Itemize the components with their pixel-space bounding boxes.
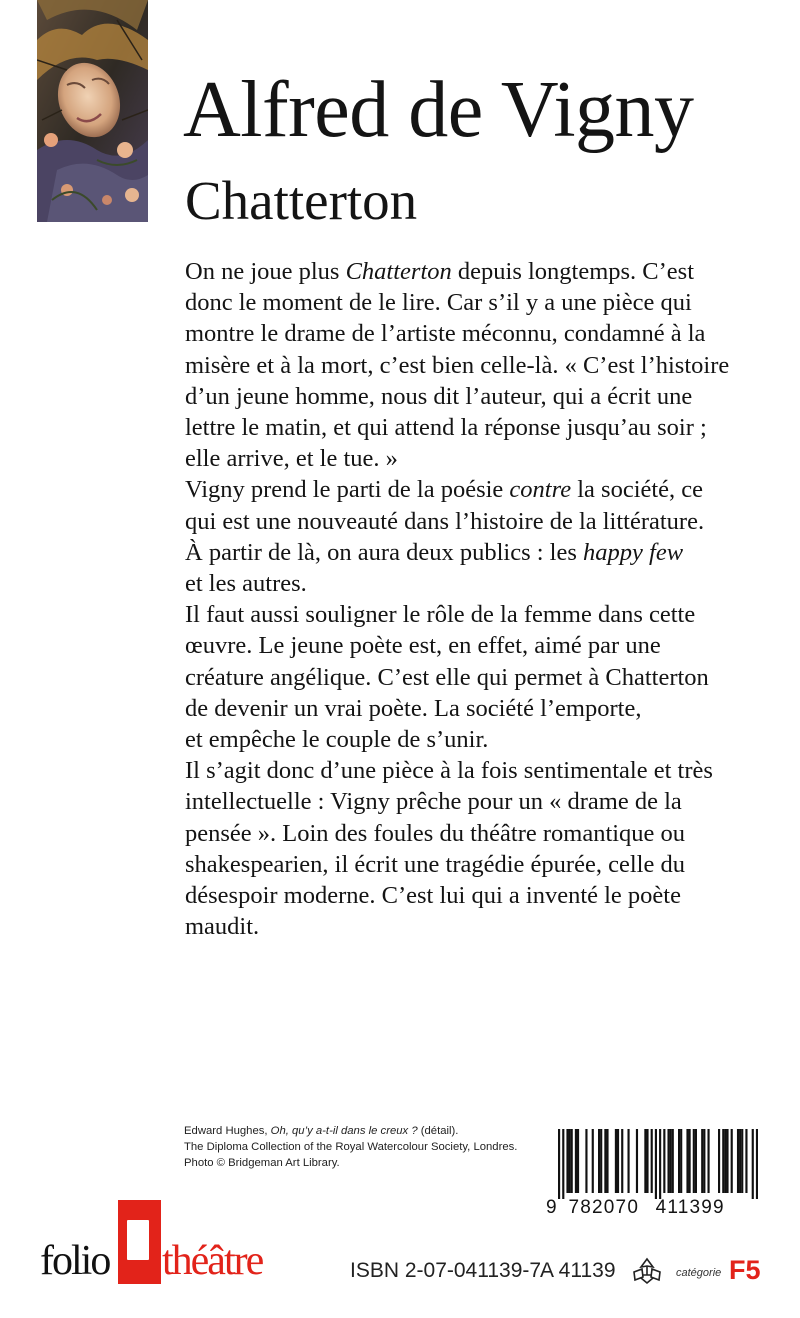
credit-text: The Diploma Collection of the Royal Watercolour Society, Londres. xyxy=(184,1141,518,1153)
blurb-italic-text: contre xyxy=(509,476,572,504)
barcode-bars xyxy=(558,1129,758,1199)
isbn-barcode xyxy=(558,1129,758,1199)
blurb-text: misère et à la mort, c’est bien celle-là. « C’est l’histoire xyxy=(185,351,730,379)
barcode-bar xyxy=(575,1129,577,1193)
barcode-bar xyxy=(689,1129,691,1193)
blurb-line xyxy=(185,818,785,849)
blurb-text: shakespearien, il écrit une tragédie épurée, celle du xyxy=(185,850,685,878)
barcode-right-digits: 411399 xyxy=(655,1197,725,1218)
blurb-line xyxy=(185,506,785,537)
blurb-text: intellectuelle : Vigny prêche pour un « drame de la xyxy=(185,788,682,816)
blurb-text: À partir de là, on aura deux publics : les xyxy=(185,538,584,566)
blurb-line xyxy=(185,474,785,505)
book-title: Chatterton xyxy=(185,170,418,231)
blurb-text: elle arrive, et le tue. » xyxy=(185,445,398,473)
logo-red-frame-icon xyxy=(118,1200,161,1284)
blurb-text: d’un jeune homme, nous dit l’auteur, qui a écrit une xyxy=(185,382,693,410)
barcode-bar xyxy=(726,1129,728,1193)
blurb-text: lettre le matin, et qui attend la réponse jusqu’au soir ; xyxy=(185,414,707,442)
blurb-line xyxy=(185,412,785,443)
barcode-bar xyxy=(571,1129,573,1193)
barcode-bar xyxy=(621,1129,623,1193)
barcode-bar xyxy=(659,1129,661,1199)
product-code: A 41139 xyxy=(540,1259,616,1282)
barcode-bar xyxy=(604,1129,606,1193)
barcode-bar xyxy=(646,1129,648,1193)
barcode-bar xyxy=(678,1129,680,1193)
barcode-bar xyxy=(724,1129,726,1193)
gallimard-emblem-icon xyxy=(630,1256,664,1286)
blurb-line xyxy=(185,724,785,755)
isbn-text: ISBN 2-07-041139-7 xyxy=(350,1259,542,1282)
blurb-text: depuis longtemps. C’est xyxy=(451,258,695,285)
blurb-italic-text: happy few xyxy=(583,538,684,566)
blurb-text: Vigny prend le parti de la poésie xyxy=(185,476,510,504)
barcode-bar xyxy=(655,1129,657,1199)
barcode-bar xyxy=(672,1129,674,1193)
blurb-text: créature angélique. C’est elle qui permet à Chatterton xyxy=(185,663,709,691)
blurb-line xyxy=(185,693,785,724)
blurb-text: On ne joue plus xyxy=(185,258,346,285)
barcode-bar xyxy=(606,1129,608,1193)
barcode-bar xyxy=(737,1129,739,1193)
credit-line xyxy=(184,1123,517,1139)
barcode-bar xyxy=(636,1129,638,1193)
credit-text: Edward Hughes, xyxy=(184,1125,271,1137)
credit-line xyxy=(184,1139,517,1155)
barcode-bar xyxy=(617,1129,619,1193)
blurb-text: Il faut aussi souligner le rôle de la femme dans cette xyxy=(185,601,696,629)
illustration-credit xyxy=(184,1123,517,1171)
credit-italic-text: Oh, qu’y a-t-il dans le creux ? xyxy=(270,1125,418,1137)
barcode-bar xyxy=(667,1129,669,1193)
blurb-text: pensée ». Loin des foules du théâtre romantique ou xyxy=(185,819,686,847)
blurb-line xyxy=(185,599,785,630)
credit-text: (détail). xyxy=(417,1125,459,1137)
barcode-bar xyxy=(569,1129,571,1193)
barcode-bar xyxy=(752,1129,754,1199)
barcode-bar xyxy=(558,1129,560,1199)
credit-text: Photo © Bridgeman Art Library. xyxy=(184,1157,340,1169)
barcode-first-digit: 9 xyxy=(546,1197,558,1218)
barcode-bar xyxy=(627,1129,629,1193)
blurb-line xyxy=(185,630,785,661)
blurb-line xyxy=(185,537,785,568)
categorie-value: F5 xyxy=(729,1255,761,1285)
blurb-line xyxy=(185,911,785,942)
author-name: Alfred de Vigny xyxy=(183,66,694,154)
barcode-bar xyxy=(600,1129,602,1193)
barcode-bar xyxy=(693,1129,695,1193)
blurb-text: désespoir moderne. C’est lui qui a inventé le poète xyxy=(185,882,681,910)
barcode-bar xyxy=(703,1129,705,1193)
barcode-left-digits: 782070 xyxy=(568,1197,640,1218)
barcode-bar xyxy=(680,1129,682,1193)
barcode-bar xyxy=(741,1129,743,1193)
barcode-bar xyxy=(695,1129,697,1193)
barcode-bar xyxy=(718,1129,720,1193)
blurb-line xyxy=(185,256,785,287)
cover-illustration xyxy=(37,0,148,222)
blurb-line xyxy=(185,755,785,786)
cover-illustration-image xyxy=(37,0,148,222)
credit-line xyxy=(184,1155,517,1171)
blurb-text: de devenir un vrai poète. La société l’emporte, xyxy=(185,694,642,722)
blurb-text: et les autres. xyxy=(185,570,307,598)
blurb-line xyxy=(185,568,785,599)
barcode-bar xyxy=(722,1129,724,1193)
blurb-line xyxy=(185,381,785,412)
barcode-bar xyxy=(707,1129,709,1193)
blurb-line xyxy=(185,662,785,693)
blurb-text: Il s’agit donc d’une pièce à la fois sentimentale et très xyxy=(185,757,713,785)
barcode-bar xyxy=(739,1129,741,1193)
blurb-text: donc le moment de le lire. Car s’il y a une pièce qui xyxy=(185,289,692,317)
blurb-line xyxy=(185,849,785,880)
blurb-text: montre le drame de l’artiste méconnu, condamné à la xyxy=(185,320,706,348)
barcode-bar xyxy=(592,1129,594,1193)
barcode-bar xyxy=(731,1129,733,1193)
blurb-text: qui est une nouveauté dans l’histoire de la littérature. xyxy=(185,507,705,535)
barcode-bar xyxy=(566,1129,568,1193)
blurb-line xyxy=(185,350,785,381)
barcode-bar xyxy=(663,1129,665,1193)
logo-theatre-word: théâtre xyxy=(162,1238,263,1284)
barcode-bar xyxy=(670,1129,672,1193)
blurb-line xyxy=(185,287,785,318)
barcode-bar xyxy=(585,1129,587,1193)
blurb-line xyxy=(185,443,785,474)
barcode-bar xyxy=(615,1129,617,1193)
blurb-text: et empêche le couple de s’unir. xyxy=(185,726,489,754)
barcode-bar xyxy=(598,1129,600,1193)
barcode-bar xyxy=(562,1129,564,1199)
folio-theatre-logo xyxy=(40,1200,280,1290)
barcode-digits xyxy=(546,1197,760,1219)
barcode-bar xyxy=(756,1129,758,1199)
blurb-text: œuvre. Le jeune poète est, en effet, aimé par une xyxy=(185,632,661,660)
logo-folio-word: folio xyxy=(40,1238,110,1284)
blurb-italic-text: Chatterton xyxy=(345,258,452,285)
barcode-bar xyxy=(701,1129,703,1193)
blurb-text: maudit. xyxy=(185,913,260,941)
categorie-label: catégorie xyxy=(676,1267,722,1279)
barcode-bar xyxy=(686,1129,688,1193)
blurb-line xyxy=(185,318,785,349)
barcode-bar xyxy=(651,1129,653,1193)
barcode-bar xyxy=(644,1129,646,1193)
barcode-bar xyxy=(577,1129,579,1193)
back-cover-blurb xyxy=(185,256,785,942)
blurb-line xyxy=(185,786,785,817)
barcode-bar xyxy=(745,1129,747,1193)
blurb-line xyxy=(185,880,785,911)
blurb-text: la société, ce xyxy=(571,476,704,504)
